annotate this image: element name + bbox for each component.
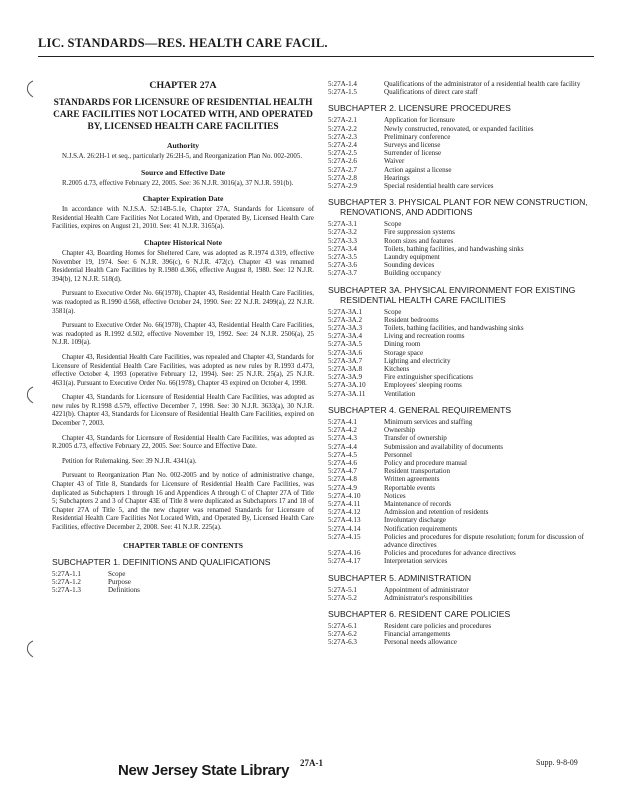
toc-entry: [328, 586, 590, 594]
section-number: 5:27A-4.9: [328, 483, 357, 492]
section-title: Surrender of license: [384, 149, 442, 158]
toc-entry: [328, 253, 590, 261]
toc-list: [328, 80, 590, 96]
history-paragraph: Chapter 43, Standards for Licensure of Residential Health Care Facilities, was adopted as new rules by R.1998 d.579, effective December 7, 1998. See: 30 N.J.R. 3633(a), 30 N.J.R. 4221(b). Chapter 43, Standards for Licensure of Residential Health Care Facilities, expired on December 7, 2003.: [52, 394, 314, 428]
section-number: 5:27A-3A.11: [328, 389, 366, 398]
toc-entry: [328, 340, 590, 348]
section-title: Notices: [384, 491, 406, 500]
toc-entry: [328, 443, 590, 451]
toc-entry: [328, 116, 590, 124]
section-title: Submission and availability of documents: [384, 442, 504, 451]
section-title: Storage space: [384, 348, 424, 357]
margin-bracket-mark: [22, 80, 36, 98]
supplement-date: Supp. 9-8-09: [536, 758, 578, 767]
section-number: 5:27A-4.5: [328, 450, 357, 459]
toc-entry: [328, 80, 590, 88]
section-title: Qualifications of the administrator of a residential health care facility: [384, 80, 581, 88]
section-title: Policies and procedures for dispute resolution; forum for discussion of advance directives: [384, 532, 584, 549]
toc-entry: [328, 492, 590, 500]
toc-entry: [328, 174, 590, 182]
section-number: 5:27A-1.3: [52, 586, 81, 594]
subchapter-heading: SUBCHAPTER 5. ADMINISTRATION: [328, 572, 472, 583]
section-title: Qualifications of direct care staff: [384, 88, 478, 97]
section-title: Involuntary discharge: [384, 516, 446, 525]
section-number: 5:27A-3A.1: [328, 307, 363, 316]
section-title: Written agreements: [384, 475, 440, 484]
toc-entry: [328, 630, 590, 638]
margin-bracket-mark: [22, 640, 36, 658]
subchapter-heading: SUBCHAPTER 3. PHYSICAL PLANT FOR NEW CONSTRUCTION, RENOVATIONS, AND ADDITIONS: [328, 197, 588, 218]
toc-entry: [328, 508, 590, 516]
section-title: Fire extinguisher specifications: [384, 373, 474, 382]
toc-entry: [328, 418, 590, 426]
toc-list: [328, 220, 590, 277]
toc-entry: [328, 549, 590, 557]
section-number: 5:27A-3A.8: [328, 365, 363, 374]
section-number: 5:27A-4.10: [328, 491, 361, 500]
toc-entry: [328, 149, 590, 157]
section-title: Application for licensure: [384, 116, 455, 125]
page-number: 27A-1: [300, 758, 323, 768]
section-title: Reportable events: [384, 483, 436, 492]
section-number: 5:27A-2.9: [328, 182, 357, 191]
section-title: Transfer of ownership: [384, 434, 447, 443]
header-rule: [38, 56, 594, 57]
section-number: 5:27A-4.7: [328, 467, 357, 476]
section-number: 5:27A-1.1: [52, 569, 81, 578]
section-title: Dining room: [384, 340, 421, 349]
section-number: 5:27A-2.4: [328, 141, 357, 150]
section-number: 5:27A-3A.5: [328, 340, 363, 349]
chapter-number: CHAPTER 27A: [149, 80, 217, 91]
history-heading: Chapter Historical Note: [144, 237, 222, 247]
margin-bracket-mark: [22, 386, 36, 404]
toc-entry: [328, 594, 590, 602]
running-header: LIC. STANDARDS—RES. HEALTH CARE FACIL.: [38, 36, 328, 50]
section-number: 5:27A-4.4: [328, 442, 357, 451]
subchapter-heading: SUBCHAPTER 2. LICENSURE PROCEDURES: [328, 103, 511, 114]
section-title: Building occupancy: [384, 269, 441, 278]
history-paragraph: Pursuant to Executive Order No. 66(1978), Chapter 43, Residential Health Care Facilities, was readopted as R.1992 d.502, effective November 19, 1992. See: 24 N.J.R. 2506(a), 25 N.J.R. 109(a).: [52, 322, 314, 347]
section-number: 5:27A-6.1: [328, 621, 357, 630]
section-title: Policies and procedures for advance directives: [384, 549, 516, 558]
section-title: Action against a license: [384, 165, 452, 174]
section-title: Scope: [384, 220, 402, 229]
subchapter-heading: SUBCHAPTER 1. DEFINITIONS AND QUALIFICATIONS: [52, 556, 271, 567]
section-title: Toilets, bathing facilities, and handwashing sinks: [384, 324, 524, 333]
toc-entry: [328, 332, 590, 340]
toc-entry: [328, 484, 590, 492]
section-number: 5:27A-3A.2: [328, 315, 363, 324]
toc-entry: [328, 557, 590, 565]
section-title: Laundry equipment: [384, 253, 440, 262]
toc-entry: [328, 426, 590, 434]
source-heading: Source and Effective Date: [140, 167, 225, 177]
section-title: Personal needs allowance: [384, 638, 457, 647]
toc-entry: [328, 88, 590, 96]
section-number: 5:27A-4.16: [328, 549, 361, 558]
toc-list: [328, 586, 590, 602]
section-title: Interpretation services: [384, 557, 448, 566]
toc-entry: [328, 500, 590, 508]
subchapter-heading: SUBCHAPTER 3A. PHYSICAL ENVIRONMENT FOR EXISTING RESIDENTIAL HEALTH CARE FACILITIES: [328, 284, 576, 305]
section-number: 5:27A-4.8: [328, 475, 357, 484]
section-title: Notification requirements: [384, 524, 458, 533]
toc-list: [328, 622, 590, 647]
section-title: Scope: [108, 569, 126, 578]
toc-list: [328, 308, 590, 398]
subchapter-heading: SUBCHAPTER 4. GENERAL REQUIREMENTS: [328, 404, 512, 415]
section-number: 5:27A-4.13: [328, 516, 361, 525]
toc-entry: [328, 357, 590, 365]
toc-entry: [328, 125, 590, 133]
section-title: Ownership: [384, 426, 416, 435]
section-number: 5:27A-4.1: [328, 417, 357, 426]
toc-entry: [52, 586, 314, 594]
section-title: Appointment of administrator: [384, 585, 469, 594]
section-title: Admission and retention of residents: [384, 508, 489, 517]
toc-entry: [52, 578, 314, 586]
section-title: Financial arrangements: [384, 630, 451, 639]
section-title: Employees' sleeping rooms: [384, 381, 462, 390]
library-watermark: New Jersey State Library: [118, 762, 290, 779]
toc-entry: [328, 269, 590, 277]
toc-entry: [328, 373, 590, 381]
toc-entry: [328, 237, 590, 245]
toc-entry: [328, 525, 590, 533]
section-title: Administrator's responsibilities: [384, 593, 473, 602]
section-number: 5:27A-2.7: [328, 165, 357, 174]
section-number: 5:27A-3A.7: [328, 356, 363, 365]
section-number: 5:27A-3.3: [328, 236, 357, 245]
section-title: Waiver: [384, 157, 405, 166]
section-number: 5:27A-4.6: [328, 458, 357, 467]
toc-entry: [328, 228, 590, 236]
section-title: Surveys and license: [384, 141, 441, 150]
section-title: Lighting and electricity: [384, 356, 451, 365]
history-paragraph: Pursuant to Executive Order No. 66(1978), Chapter 43, Residential Health Care Facilities, was readopted as R.1990 d.568, effective October 24, 1990. See: 22 N.J.R. 2499(a), 22 N.J.R. 3581(a).: [52, 290, 314, 315]
expiration-text: In accordance with N.J.S.A. 52:14B-5.1e, Chapter 27A, Standards for Licensure of Residential Health Care Facilities Not Located With, and Operated By, Licensed Health Care Facilities, expires on August 21, 2010. See: 41 N.J.R. 3165(a).: [52, 206, 314, 231]
section-number: 5:27A-4.12: [328, 508, 361, 517]
section-number: 5:27A-4.11: [328, 499, 361, 508]
toc-entry: [328, 638, 590, 646]
toc-list: [52, 570, 314, 595]
section-number: 5:27A-3A.10: [328, 381, 366, 390]
expiration-heading: Chapter Expiration Date: [142, 194, 224, 204]
toc-entry: [328, 182, 590, 190]
toc-entry: [328, 157, 590, 165]
history-paragraph: Pursuant to Reorganization Plan No. 002-2005 and by notice of administrative change, Chapter 43 of Title 8, Standards for Licensure of Residential Health Care Facilities, was duplicated as Subchapters 1 through 16 and Appendices A through C of Chapter 27A of Title 5; Subchapters 2 and 3 of Chapter 43E of Title 8 were duplicated as Subchapters 17 and 18 of Chapter 27A of Title 5, and the new chapter was renamed Standards for Licensure of Residential Health Care Facilities Not Located With, and Operated By, Licensed Health Care Facilities, effective December 2, 2008. See: 41 N.J.R. 225(a).: [52, 472, 314, 531]
section-number: 5:27A-2.3: [328, 132, 357, 141]
subchapter-list: [328, 103, 590, 646]
chapter-title: STANDARDS FOR LICENSURE OF RESIDENTIAL HEALTH CARE FACILITIES NOT LOCATED WITH, AND OPERATED BY, LICENSED HEALTH CARE FACILITIES: [53, 98, 313, 132]
toc-entry: [328, 533, 590, 549]
history-paragraph: Chapter 43, Residential Health Care Facilities, was repealed and Chapter 43, Standards for Licensure of Residential Health Care Facilities, was adopted as new rules by R.1993 d.473, effective October 4, 1993 (operative February 12, 1994). See: 25 N.J.R. 25(a), 25 N.J.R. 4631(a). Pursuant to Executive Order No. 66(1978), Chapter 43 expired on October 4, 1998.: [52, 353, 314, 387]
toc-entry: [328, 308, 590, 316]
section-number: 5:27A-5.2: [328, 593, 357, 602]
left-column: [52, 80, 314, 594]
toc-entry: [328, 467, 590, 475]
section-number: 5:27A-3A.6: [328, 348, 363, 357]
section-title: Scope: [384, 307, 402, 316]
toc-entry: [328, 316, 590, 324]
section-title: Kitchens: [384, 365, 410, 374]
section-number: 5:27A-3A.3: [328, 324, 363, 333]
toc-entry: [328, 220, 590, 228]
section-title: Resident transportation: [384, 467, 450, 476]
section-number: 5:27A-2.2: [328, 124, 357, 133]
section-number: 5:27A-5.1: [328, 585, 357, 594]
toc-entry: [328, 349, 590, 357]
toc-entry: [328, 324, 590, 332]
toc-entry: [328, 365, 590, 373]
section-title: Ventilation: [384, 389, 416, 398]
section-title: Maintenance of records: [384, 499, 451, 508]
toc-heading: CHAPTER TABLE OF CONTENTS: [123, 540, 243, 550]
subchapter-heading: SUBCHAPTER 6. RESIDENT CARE POLICIES: [328, 608, 511, 619]
section-title: Preliminary conference: [384, 132, 451, 141]
toc-entry: [328, 516, 590, 524]
section-title: Room sizes and features: [384, 236, 454, 245]
section-number: 5:27A-4.3: [328, 434, 357, 443]
authority-text: N.J.S.A. 26:2H-1 et seq., particularly 26:2H-5, and Reorganization Plan No. 002-2005.: [62, 153, 303, 160]
toc-entry: [328, 261, 590, 269]
section-title: Purpose: [108, 577, 131, 586]
toc-entry: [328, 451, 590, 459]
toc-entry: [328, 459, 590, 467]
toc-entry: [328, 622, 590, 630]
toc-list: [328, 116, 590, 190]
section-title: Newly constructed, renovated, or expanded facilities: [384, 124, 534, 133]
section-title: Toilets, bathing facilities, and handwashing sinks: [384, 244, 524, 253]
section-number: 5:27A-3A.4: [328, 332, 363, 341]
source-text: R.2005 d.73, effective February 22, 2005. See: 36 N.J.R. 3016(a), 37 N.J.R. 591(b).: [62, 179, 294, 187]
section-number: 5:27A-1.4: [328, 80, 357, 88]
section-number: 5:27A-2.5: [328, 149, 357, 158]
section-title: Fire suppression systems: [384, 228, 455, 237]
toc-entry: [328, 381, 590, 389]
history-paragraph: Chapter 43, Boarding Homes for Sheltered Care, was adopted as R.1974 d.319, effective November 19, 1974. See: 6 N.J.R. 396(c), 6 N.J.R. 472(c). Chapter 43 was renamed Residential Health Care Facilities by R.1980 d.366, effective August 8, 1980. See: 12 N.J.R. 394(b), 12 N.J.R. 518(d).: [52, 249, 314, 283]
toc-entry: [328, 133, 590, 141]
section-number: 5:27A-1.2: [52, 577, 81, 586]
section-title: Sounding devices: [384, 261, 435, 270]
section-number: 5:27A-3.6: [328, 261, 357, 270]
section-number: 5:27A-2.8: [328, 173, 357, 182]
section-number: 5:27A-3.4: [328, 244, 357, 253]
toc-entry: [328, 475, 590, 483]
section-number: 5:27A-4.17: [328, 557, 361, 566]
section-number: 5:27A-1.5: [328, 88, 357, 97]
section-title: Minimum services and staffing: [384, 417, 473, 426]
history-paragraph: Petition for Rulemaking. See: 39 N.J.R. 4341(a).: [62, 457, 197, 465]
toc-list: [328, 418, 590, 566]
section-number: 5:27A-3.7: [328, 269, 357, 278]
section-title: Resident bedrooms: [384, 315, 439, 324]
section-number: 5:27A-6.2: [328, 630, 357, 639]
section-title: Hearings: [384, 173, 410, 182]
section-title: Definitions: [108, 586, 140, 594]
toc-entry: [328, 434, 590, 442]
toc-entry: [52, 570, 314, 578]
section-number: 5:27A-4.2: [328, 426, 357, 435]
section-number: 5:27A-3.1: [328, 220, 357, 229]
section-title: Personnel: [384, 450, 412, 459]
toc-entry: [328, 390, 590, 398]
section-title: Resident care policies and procedures: [384, 621, 492, 630]
section-title: Policy and procedure manual: [384, 458, 467, 467]
section-number: 5:27A-3A.9: [328, 373, 363, 382]
section-number: 5:27A-3.2: [328, 228, 357, 237]
toc-entry: [328, 166, 590, 174]
section-number: 5:27A-6.3: [328, 638, 357, 647]
authority-heading: Authority: [166, 141, 200, 150]
section-title: Living and recreation rooms: [384, 332, 465, 341]
section-title: Special residential health care services: [384, 182, 494, 191]
section-number: 5:27A-4.15: [328, 532, 361, 541]
section-number: 5:27A-2.1: [328, 116, 357, 125]
toc-entry: [328, 245, 590, 253]
right-column: [328, 80, 590, 647]
section-number: 5:27A-2.6: [328, 157, 357, 166]
section-number: 5:27A-4.14: [328, 524, 361, 533]
history-paragraph: Chapter 43, Standards for Licensure of Residential Health Care Facilities, was adopted as R.2005 d.73, effective February 22, 2005. See: Source and Effective Date.: [52, 434, 314, 451]
section-number: 5:27A-3.5: [328, 253, 357, 262]
toc-entry: [328, 141, 590, 149]
